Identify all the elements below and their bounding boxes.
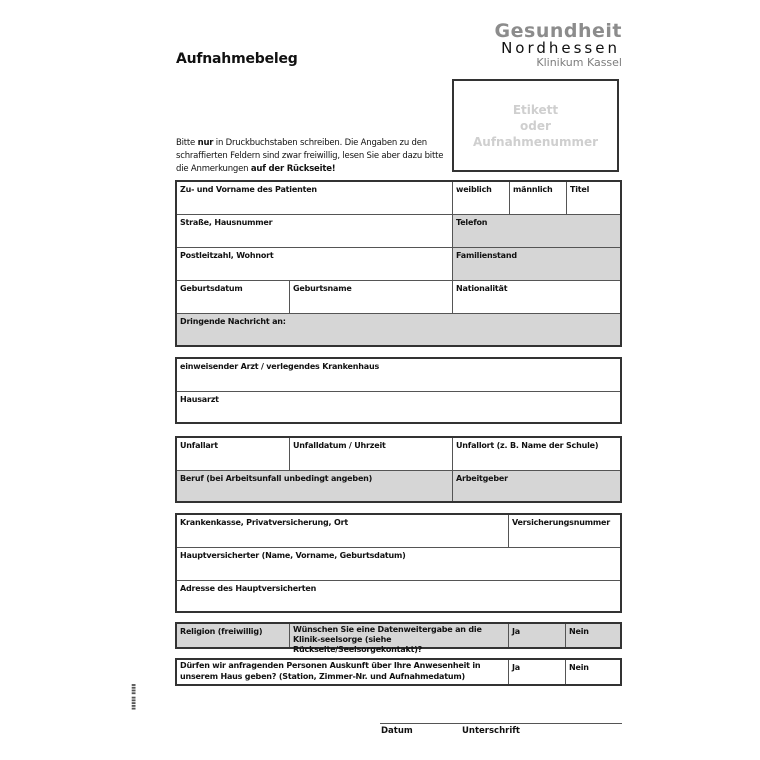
patient-section [175, 180, 622, 347]
field-zip-city[interactable] [177, 248, 453, 281]
intro-text-2: in Druckbuchstaben schreiben. Die Angaben zu den schraffierten Feldern sind zwar freiwillig, lesen Sie aber dazu bitte die Anmerkungen [176, 138, 444, 174]
info-disclosure-section [175, 658, 622, 686]
checkbox-male[interactable] [510, 182, 567, 215]
field-birth-name[interactable] [290, 281, 453, 314]
field-label: Postleitzahl, Wohnort [180, 251, 274, 260]
signature-line[interactable] [380, 723, 622, 724]
label-box-line3: Aufnahmenummer [472, 134, 599, 149]
field-title[interactable] [567, 182, 620, 215]
field-name[interactable] [177, 182, 453, 215]
signature-label: Unterschrift [462, 726, 520, 736]
field-label: Telefon [456, 218, 488, 227]
field-urgent-message[interactable] [177, 314, 620, 345]
brand-line-3: Klinikum Kassel [536, 56, 622, 69]
checkbox-female[interactable] [453, 182, 510, 215]
field-label: Versicherungsnummer [512, 518, 610, 527]
field-insurer[interactable] [177, 515, 509, 548]
field-label: Arbeitgeber [456, 474, 508, 483]
info-disclosure-question [177, 660, 509, 684]
label-box-line2: oder [520, 118, 551, 133]
field-label: männlich [513, 185, 553, 194]
accident-section [175, 436, 622, 503]
label-box [452, 79, 619, 172]
field-label: Nein [569, 663, 589, 672]
field-accident-type[interactable] [177, 438, 290, 471]
intro-text-1: Bitte [176, 138, 198, 148]
field-accident-location[interactable] [453, 438, 620, 471]
checkbox-info-no[interactable] [566, 660, 620, 684]
field-marital-status[interactable] [453, 248, 620, 281]
checkbox-pastoral-no[interactable] [566, 624, 620, 647]
form-number-mark: ▮▮▮▮▮ ▮▮▮▮ [131, 683, 137, 710]
field-label: Geburtsdatum [180, 284, 243, 293]
form-title: Aufnahmebeleg [176, 51, 298, 67]
field-label: weiblich [456, 185, 492, 194]
field-label: Familienstand [456, 251, 517, 260]
field-referring-doctor[interactable] [177, 359, 620, 392]
field-label: Unfallort (z. B. Name der Schule) [456, 441, 599, 450]
field-label: Unfallart [180, 441, 218, 450]
doctor-section [175, 357, 622, 424]
field-nationality[interactable] [453, 281, 620, 314]
field-label: Dringende Nachricht an: [180, 317, 286, 326]
field-label: Adresse des Hauptversicherten [180, 584, 317, 593]
field-label: einweisender Arzt / verlegendes Krankenhaus [180, 362, 380, 371]
field-birth-date[interactable] [177, 281, 290, 314]
religion-section [175, 622, 622, 654]
field-employer[interactable] [453, 471, 620, 501]
field-insurance-number[interactable] [509, 515, 620, 548]
checkbox-pastoral-yes[interactable] [509, 624, 566, 647]
field-label: Religion (freiwillig) [180, 627, 263, 636]
field-phone[interactable] [453, 215, 620, 248]
field-label: Geburtsname [293, 284, 352, 293]
field-label: Unfalldatum / Uhrzeit [293, 441, 386, 450]
question-text: Wünschen Sie eine Datenweitergabe an die Klinik-seelsorge (siehe Rückseite/Seelsorgekontakt)? [293, 625, 482, 654]
field-label: Nein [569, 627, 589, 636]
field-label: Hauptversicherter (Name, Vorname, Geburtsdatum) [180, 551, 406, 560]
insurance-section [175, 513, 622, 613]
date-label: Datum [381, 726, 413, 736]
brand-line-2: Nordhessen [501, 39, 620, 57]
field-religion[interactable] [177, 624, 290, 647]
field-main-insured-address[interactable] [177, 581, 620, 611]
field-label: Krankenkasse, Privatversicherung, Ort [180, 518, 348, 527]
field-label: Ja [512, 627, 520, 636]
field-label: Titel [570, 185, 590, 194]
checkbox-info-yes[interactable] [509, 660, 566, 684]
field-label: Beruf (bei Arbeitsunfall unbedingt angeben) [180, 474, 373, 483]
instructions [176, 137, 446, 176]
label-box-line1: Etikett [512, 102, 559, 117]
field-label: Ja [512, 663, 520, 672]
brand-line-1: Gesundheit [494, 20, 622, 42]
pastoral-care-question [290, 624, 509, 654]
question-text: Dürfen wir anfragenden Personen Auskunft über Ihre Anwesenheit in unserem Haus geben? (Station, Zimmer-Nr. und Aufnahmedatum) [180, 661, 481, 681]
intro-bold-2: auf der Rückseite! [250, 164, 336, 174]
field-label: Straße, Hausnummer [180, 218, 273, 227]
field-label: Nationalität [456, 284, 508, 293]
field-accident-datetime[interactable] [290, 438, 453, 471]
field-main-insured[interactable] [177, 548, 620, 581]
field-street[interactable] [177, 215, 453, 248]
field-label: Hausarzt [180, 395, 219, 404]
intro-bold-1: nur [197, 138, 214, 148]
field-occupation[interactable] [177, 471, 453, 501]
field-label: Zu- und Vorname des Patienten [180, 185, 317, 194]
field-family-doctor[interactable] [177, 392, 620, 422]
